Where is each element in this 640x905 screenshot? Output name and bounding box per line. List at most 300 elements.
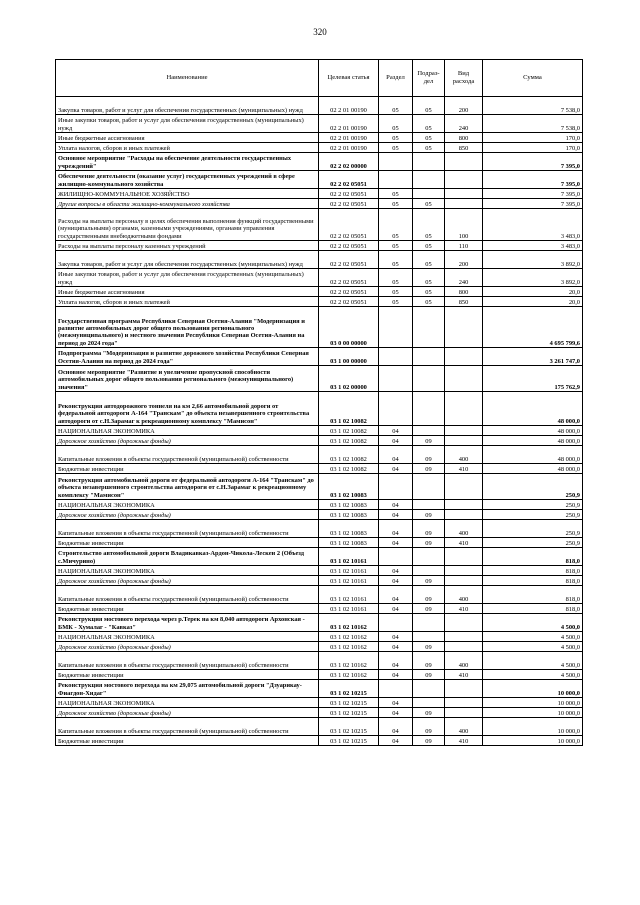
cell-subsection: 09 (413, 464, 445, 474)
cell-section: 05 (379, 115, 413, 133)
cell-expense-type (445, 566, 483, 576)
table-row (56, 143, 583, 153)
cell-name: Обеспечение деятельности (оказание услуг) государственных учреждений в сфере жилищно-коммунального хозяйства (56, 171, 319, 189)
cell-section: 04 (379, 436, 413, 446)
cell-name: Дорожное хозяйство (дорожные фонды) (56, 642, 319, 652)
table-row (56, 576, 583, 586)
cell-section (379, 548, 413, 566)
cell-section: 05 (379, 269, 413, 287)
cell-section: 05 (379, 133, 413, 143)
cell-target-article: 03 1 02 10215 (319, 698, 379, 708)
cell-name: НАЦИОНАЛЬНАЯ ЭКОНОМИКА (56, 566, 319, 576)
cell-expense-type (445, 153, 483, 171)
cell-sum: 250,9 (483, 474, 583, 500)
cell-target-article: 03 1 02 10082 (319, 446, 379, 464)
table-row (56, 189, 583, 199)
cell-subsection (413, 632, 445, 642)
cell-target-article: 03 1 02 10162 (319, 614, 379, 632)
cell-sum: 48 000,0 (483, 426, 583, 436)
table-row (56, 426, 583, 436)
cell-section: 04 (379, 446, 413, 464)
cell-expense-type (445, 392, 483, 426)
cell-target-article: 03 1 02 10161 (319, 548, 379, 566)
cell-sum: 10 000,0 (483, 698, 583, 708)
cell-expense-type: 200 (445, 97, 483, 115)
cell-sum: 3 483,0 (483, 209, 583, 241)
cell-subsection (413, 153, 445, 171)
cell-subsection: 09 (413, 576, 445, 586)
cell-target-article: 03 1 02 10161 (319, 576, 379, 586)
cell-target-article: 02 2 01 00190 (319, 143, 379, 153)
cell-sum: 3 483,0 (483, 241, 583, 251)
table-row (56, 297, 583, 307)
cell-subsection: 05 (413, 97, 445, 115)
cell-section (379, 614, 413, 632)
cell-name: Другие вопросы в области жилищно-коммунального хозяйства (56, 199, 319, 209)
table-row (56, 307, 583, 348)
cell-name: Уплата налогов, сборов и иных платежей (56, 143, 319, 153)
cell-expense-type: 850 (445, 143, 483, 153)
cell-sum: 4 500,0 (483, 632, 583, 642)
cell-expense-type (445, 171, 483, 189)
cell-target-article: 02 2 01 00190 (319, 115, 379, 133)
cell-section (379, 474, 413, 500)
cell-sum: 7 538,0 (483, 97, 583, 115)
cell-subsection: 05 (413, 143, 445, 153)
cell-expense-type: 110 (445, 241, 483, 251)
cell-target-article: 03 1 02 10082 (319, 436, 379, 446)
cell-expense-type: 400 (445, 652, 483, 670)
cell-name: Закупка товаров, работ и услуг для обеспечения государственных (муниципальных) нужд (56, 97, 319, 115)
table-row (56, 115, 583, 133)
table-row (56, 680, 583, 698)
cell-target-article: 03 1 02 10162 (319, 670, 379, 680)
table-row (56, 269, 583, 287)
cell-name: Реконструкция мостового перехода на км 29,075 автомобильной дороги "Дзуарикау-Фиагдон-Хидаг" (56, 680, 319, 698)
cell-subsection: 05 (413, 287, 445, 297)
cell-section: 04 (379, 652, 413, 670)
table-row (56, 698, 583, 708)
cell-expense-type (445, 548, 483, 566)
cell-name: Капитальные вложения в объекты государственной (муниципальной) собственности (56, 652, 319, 670)
cell-subsection (413, 426, 445, 436)
cell-name: Бюджетные инвестиции (56, 736, 319, 746)
cell-subsection: 09 (413, 642, 445, 652)
cell-section: 05 (379, 189, 413, 199)
table-row (56, 474, 583, 500)
cell-target-article: 02 2 02 00000 (319, 153, 379, 171)
cell-section: 05 (379, 199, 413, 209)
cell-name: НАЦИОНАЛЬНАЯ ЭКОНОМИКА (56, 698, 319, 708)
table-row (56, 209, 583, 241)
cell-sum: 175 762,9 (483, 366, 583, 392)
cell-sum: 4 500,0 (483, 642, 583, 652)
table-row (56, 520, 583, 538)
cell-section: 05 (379, 97, 413, 115)
cell-name: Дорожное хозяйство (дорожные фонды) (56, 708, 319, 718)
table-body (56, 97, 583, 746)
cell-section: 04 (379, 426, 413, 436)
cell-name: НАЦИОНАЛЬНАЯ ЭКОНОМИКА (56, 426, 319, 436)
cell-subsection (413, 171, 445, 189)
cell-subsection: 05 (413, 115, 445, 133)
cell-expense-type (445, 708, 483, 718)
cell-target-article: 02 2 02 05051 (319, 241, 379, 251)
cell-expense-type (445, 680, 483, 698)
table-header-row (56, 60, 583, 97)
cell-name: Подпрограмма "Модернизация и развитие дорожного хозяйства Республики Северная Осетия-Алания на период до 2024 года" (56, 348, 319, 366)
cell-section: 05 (379, 143, 413, 153)
cell-expense-type (445, 614, 483, 632)
cell-section: 04 (379, 576, 413, 586)
cell-target-article: 03 1 02 10083 (319, 538, 379, 548)
cell-expense-type: 240 (445, 269, 483, 287)
cell-expense-type (445, 307, 483, 348)
cell-name: Иные закупки товаров, работ и услуг для обеспечения государственных (муниципальных) нужд (56, 115, 319, 133)
cell-target-article: 03 0 00 00000 (319, 307, 379, 348)
cell-target-article: 03 1 02 10161 (319, 586, 379, 604)
cell-target-article: 02 2 01 00190 (319, 97, 379, 115)
cell-name: Дорожное хозяйство (дорожные фонды) (56, 436, 319, 446)
cell-name: Бюджетные инвестиции (56, 670, 319, 680)
cell-expense-type (445, 510, 483, 520)
cell-subsection: 05 (413, 269, 445, 287)
cell-subsection (413, 680, 445, 698)
cell-sum: 7 538,0 (483, 115, 583, 133)
cell-sum: 170,0 (483, 143, 583, 153)
cell-sum: 170,0 (483, 133, 583, 143)
cell-name: Капитальные вложения в объекты государственной (муниципальной) собственности (56, 718, 319, 736)
table-row (56, 446, 583, 464)
table-row (56, 670, 583, 680)
cell-expense-type: 410 (445, 464, 483, 474)
cell-subsection: 09 (413, 538, 445, 548)
table-row (56, 614, 583, 632)
cell-sum: 10 000,0 (483, 680, 583, 698)
cell-subsection: 05 (413, 297, 445, 307)
table-row (56, 586, 583, 604)
cell-section (379, 153, 413, 171)
cell-sum: 7 395,0 (483, 153, 583, 171)
cell-expense-type (445, 366, 483, 392)
cell-section: 04 (379, 566, 413, 576)
cell-sum: 250,9 (483, 538, 583, 548)
cell-sum: 818,0 (483, 586, 583, 604)
table-row (56, 510, 583, 520)
cell-subsection (413, 500, 445, 510)
cell-section: 04 (379, 698, 413, 708)
cell-section: 04 (379, 586, 413, 604)
cell-name: Реконструкция автомобильной дороги от федеральной автодороги А-164 "Транскам" до объекта незавершенного строительства автодороги от с.Н.Зарамаг к рекреационному комплексу "Мамисон" (56, 474, 319, 500)
cell-name: Расходы на выплаты персоналу в целях обеспечения выполнения функций государственными (муниципальными) органами, казенными учреждениями, органами управления государственными внебюджетными фондами (56, 209, 319, 241)
header-target-article: Целевая статья (319, 60, 379, 97)
cell-subsection: 09 (413, 670, 445, 680)
cell-sum: 7 395,0 (483, 189, 583, 199)
cell-target-article: 03 1 02 10082 (319, 426, 379, 436)
cell-sum: 7 395,0 (483, 171, 583, 189)
cell-sum: 48 000,0 (483, 436, 583, 446)
cell-section: 04 (379, 642, 413, 652)
table-row (56, 241, 583, 251)
cell-target-article: 02 2 02 05051 (319, 189, 379, 199)
cell-sum: 10 000,0 (483, 708, 583, 718)
cell-name: НАЦИОНАЛЬНАЯ ЭКОНОМИКА (56, 500, 319, 510)
cell-name: Расходы на выплаты персоналу казенных учреждений (56, 241, 319, 251)
cell-target-article: 03 1 02 10162 (319, 632, 379, 642)
cell-sum: 818,0 (483, 566, 583, 576)
table-row (56, 251, 583, 269)
cell-name: Иные бюджетные ассигнования (56, 133, 319, 143)
table-row (56, 153, 583, 171)
cell-subsection (413, 614, 445, 632)
cell-section (379, 171, 413, 189)
table-row (56, 736, 583, 746)
cell-section: 05 (379, 287, 413, 297)
cell-expense-type: 400 (445, 586, 483, 604)
cell-sum: 4 500,0 (483, 652, 583, 670)
budget-table (55, 59, 583, 746)
cell-expense-type: 410 (445, 736, 483, 746)
cell-target-article: 03 1 02 10083 (319, 520, 379, 538)
cell-sum: 818,0 (483, 576, 583, 586)
cell-subsection (413, 366, 445, 392)
cell-target-article: 02 2 02 05051 (319, 251, 379, 269)
header-name: Наименование (56, 60, 319, 97)
cell-section (379, 348, 413, 366)
cell-subsection (413, 698, 445, 708)
cell-target-article: 03 1 02 10162 (319, 642, 379, 652)
cell-sum: 818,0 (483, 604, 583, 614)
cell-section: 04 (379, 718, 413, 736)
cell-expense-type: 800 (445, 287, 483, 297)
cell-subsection: 09 (413, 436, 445, 446)
cell-subsection: 09 (413, 520, 445, 538)
cell-name: ЖИЛИЩНО-КОММУНАЛЬНОЕ ХОЗЯЙСТВО (56, 189, 319, 199)
table-row (56, 538, 583, 548)
table-row (56, 199, 583, 209)
table-row (56, 708, 583, 718)
cell-sum: 250,9 (483, 520, 583, 538)
cell-expense-type: 400 (445, 520, 483, 538)
header-expense-type: Вид расхода (445, 60, 483, 97)
cell-subsection: 09 (413, 446, 445, 464)
cell-sum: 3 892,0 (483, 251, 583, 269)
cell-name: Строительство автомобильной дороги Владикавказ-Ардон-Чикола-Лескен 2 (Объезд с.Мичурино) (56, 548, 319, 566)
cell-sum: 250,9 (483, 500, 583, 510)
cell-name: Капитальные вложения в объекты государственной (муниципальной) собственности (56, 446, 319, 464)
cell-subsection: 09 (413, 736, 445, 746)
cell-sum: 250,9 (483, 510, 583, 520)
cell-subsection (413, 392, 445, 426)
cell-expense-type: 800 (445, 133, 483, 143)
cell-section (379, 307, 413, 348)
cell-sum: 4 500,0 (483, 670, 583, 680)
cell-sum: 10 000,0 (483, 736, 583, 746)
header-section: Раздел (379, 60, 413, 97)
cell-expense-type: 410 (445, 670, 483, 680)
cell-subsection: 09 (413, 604, 445, 614)
cell-name: Иные бюджетные ассигнования (56, 287, 319, 297)
cell-name: Уплата налогов, сборов и иных платежей (56, 297, 319, 307)
cell-sum: 818,0 (483, 548, 583, 566)
cell-section: 04 (379, 736, 413, 746)
cell-expense-type (445, 500, 483, 510)
cell-name: Иные закупки товаров, работ и услуг для обеспечения государственных (муниципальных) нужд (56, 269, 319, 287)
page-number: 320 (313, 27, 327, 37)
cell-name: Бюджетные инвестиции (56, 538, 319, 548)
cell-target-article: 03 1 02 10161 (319, 604, 379, 614)
cell-name: Бюджетные инвестиции (56, 464, 319, 474)
cell-expense-type (445, 199, 483, 209)
cell-name: Дорожное хозяйство (дорожные фонды) (56, 576, 319, 586)
cell-expense-type: 400 (445, 718, 483, 736)
cell-section: 04 (379, 464, 413, 474)
cell-sum: 4 500,0 (483, 614, 583, 632)
cell-sum: 48 000,0 (483, 464, 583, 474)
cell-section: 04 (379, 632, 413, 642)
cell-target-article: 02 2 02 05051 (319, 209, 379, 241)
cell-name: Капитальные вложения в объекты государственной (муниципальной) собственности (56, 520, 319, 538)
table-row (56, 652, 583, 670)
cell-sum: 48 000,0 (483, 446, 583, 464)
cell-expense-type: 200 (445, 251, 483, 269)
table-row (56, 566, 583, 576)
cell-name: Государственная программа Республики Северная Осетия-Алания "Модернизация и развитие автомобильных дорог общего пользования регионального (межмуниципального) и местного значения Республики Северная Осетия-Алания на период до 2024 года" (56, 307, 319, 348)
cell-target-article: 03 1 02 10162 (319, 652, 379, 670)
table-row (56, 392, 583, 426)
cell-subsection: 09 (413, 652, 445, 670)
cell-subsection: 05 (413, 199, 445, 209)
table-row (56, 642, 583, 652)
cell-section: 04 (379, 520, 413, 538)
table-row (56, 604, 583, 614)
table-row (56, 632, 583, 642)
header-sum: Сумма (483, 60, 583, 97)
cell-expense-type: 240 (445, 115, 483, 133)
cell-expense-type (445, 642, 483, 652)
cell-section: 04 (379, 708, 413, 718)
table-row (56, 97, 583, 115)
cell-name: Закупка товаров, работ и услуг для обеспечения государственных (муниципальных) нужд (56, 251, 319, 269)
cell-sum: 48 000,0 (483, 392, 583, 426)
cell-name: Основное мероприятие "Расходы на обеспечение деятельности государственных учреждений" (56, 153, 319, 171)
table-row (56, 548, 583, 566)
table-row (56, 718, 583, 736)
cell-subsection: 09 (413, 718, 445, 736)
cell-target-article: 02 2 02 05051 (319, 199, 379, 209)
cell-target-article: 03 1 02 10083 (319, 474, 379, 500)
cell-expense-type: 100 (445, 209, 483, 241)
cell-section: 04 (379, 670, 413, 680)
cell-expense-type (445, 189, 483, 199)
cell-expense-type (445, 426, 483, 436)
cell-section (379, 392, 413, 426)
cell-subsection: 05 (413, 251, 445, 269)
cell-target-article: 03 1 02 10083 (319, 510, 379, 520)
cell-target-article: 03 1 02 10161 (319, 566, 379, 576)
cell-sum: 4 695 799,6 (483, 307, 583, 348)
cell-subsection (413, 348, 445, 366)
table-row (56, 348, 583, 366)
cell-section (379, 366, 413, 392)
table-row (56, 133, 583, 143)
cell-section: 04 (379, 604, 413, 614)
table-row (56, 171, 583, 189)
cell-target-article: 03 1 02 10082 (319, 392, 379, 426)
cell-expense-type: 410 (445, 538, 483, 548)
cell-expense-type (445, 436, 483, 446)
header-subsection: Подраз-дел (413, 60, 445, 97)
cell-target-article: 03 1 02 10215 (319, 736, 379, 746)
cell-sum: 20,0 (483, 297, 583, 307)
cell-sum: 3 892,0 (483, 269, 583, 287)
cell-expense-type (445, 348, 483, 366)
cell-name: Дорожное хозяйство (дорожные фонды) (56, 510, 319, 520)
cell-sum: 3 261 747,0 (483, 348, 583, 366)
cell-target-article: 03 1 02 10215 (319, 718, 379, 736)
cell-section: 05 (379, 209, 413, 241)
cell-subsection: 05 (413, 209, 445, 241)
cell-section: 05 (379, 297, 413, 307)
table-row (56, 500, 583, 510)
cell-expense-type (445, 632, 483, 642)
cell-target-article: 02 2 02 05051 (319, 269, 379, 287)
cell-expense-type (445, 698, 483, 708)
cell-sum: 20,0 (483, 287, 583, 297)
cell-target-article: 02 2 01 00190 (319, 133, 379, 143)
table-row (56, 436, 583, 446)
cell-subsection: 09 (413, 586, 445, 604)
cell-target-article: 02 2 02 05051 (319, 297, 379, 307)
table-row (56, 366, 583, 392)
cell-section: 04 (379, 538, 413, 548)
cell-expense-type: 410 (445, 604, 483, 614)
cell-subsection (413, 307, 445, 348)
cell-subsection: 05 (413, 133, 445, 143)
cell-expense-type (445, 576, 483, 586)
cell-sum: 10 000,0 (483, 718, 583, 736)
cell-section: 04 (379, 510, 413, 520)
cell-name: Капитальные вложения в объекты государственной (муниципальной) собственности (56, 586, 319, 604)
cell-target-article: 03 1 02 00000 (319, 366, 379, 392)
cell-target-article: 02 2 02 05051 (319, 171, 379, 189)
cell-target-article: 03 1 00 00000 (319, 348, 379, 366)
cell-name: Реконструкция мостового перехода через р.Терек на км 8,040 автодороги Архонская - БМК - Хумалаг - "Кавказ" (56, 614, 319, 632)
cell-section: 05 (379, 251, 413, 269)
cell-subsection: 09 (413, 510, 445, 520)
cell-name: Бюджетные инвестиции (56, 604, 319, 614)
cell-target-article: 03 1 02 10215 (319, 708, 379, 718)
cell-expense-type: 850 (445, 297, 483, 307)
table-row (56, 287, 583, 297)
cell-expense-type: 400 (445, 446, 483, 464)
cell-subsection (413, 189, 445, 199)
cell-name: НАЦИОНАЛЬНАЯ ЭКОНОМИКА (56, 632, 319, 642)
cell-section: 04 (379, 500, 413, 510)
cell-name: Основное мероприятие "Развитие и увеличение пропускной способности автомобильных дорог общего пользования регионального (межмуниципального) значения" (56, 366, 319, 392)
cell-section (379, 680, 413, 698)
cell-subsection (413, 566, 445, 576)
cell-sum: 7 395,0 (483, 199, 583, 209)
cell-name: Реконструкция автодорожного тоннеля на км 2,66 автомобильной дороги от федеральной автодороги А-164 "Транскам" до объекта незавершенного строительства автодороги от с.Н.Зарамаг к рекреационному комплексу "Мамисон" (56, 392, 319, 426)
cell-target-article: 03 1 02 10082 (319, 464, 379, 474)
cell-section: 05 (379, 241, 413, 251)
cell-subsection (413, 474, 445, 500)
cell-target-article: 02 2 02 05051 (319, 287, 379, 297)
cell-target-article: 03 1 02 10215 (319, 680, 379, 698)
cell-expense-type (445, 474, 483, 500)
cell-subsection (413, 548, 445, 566)
